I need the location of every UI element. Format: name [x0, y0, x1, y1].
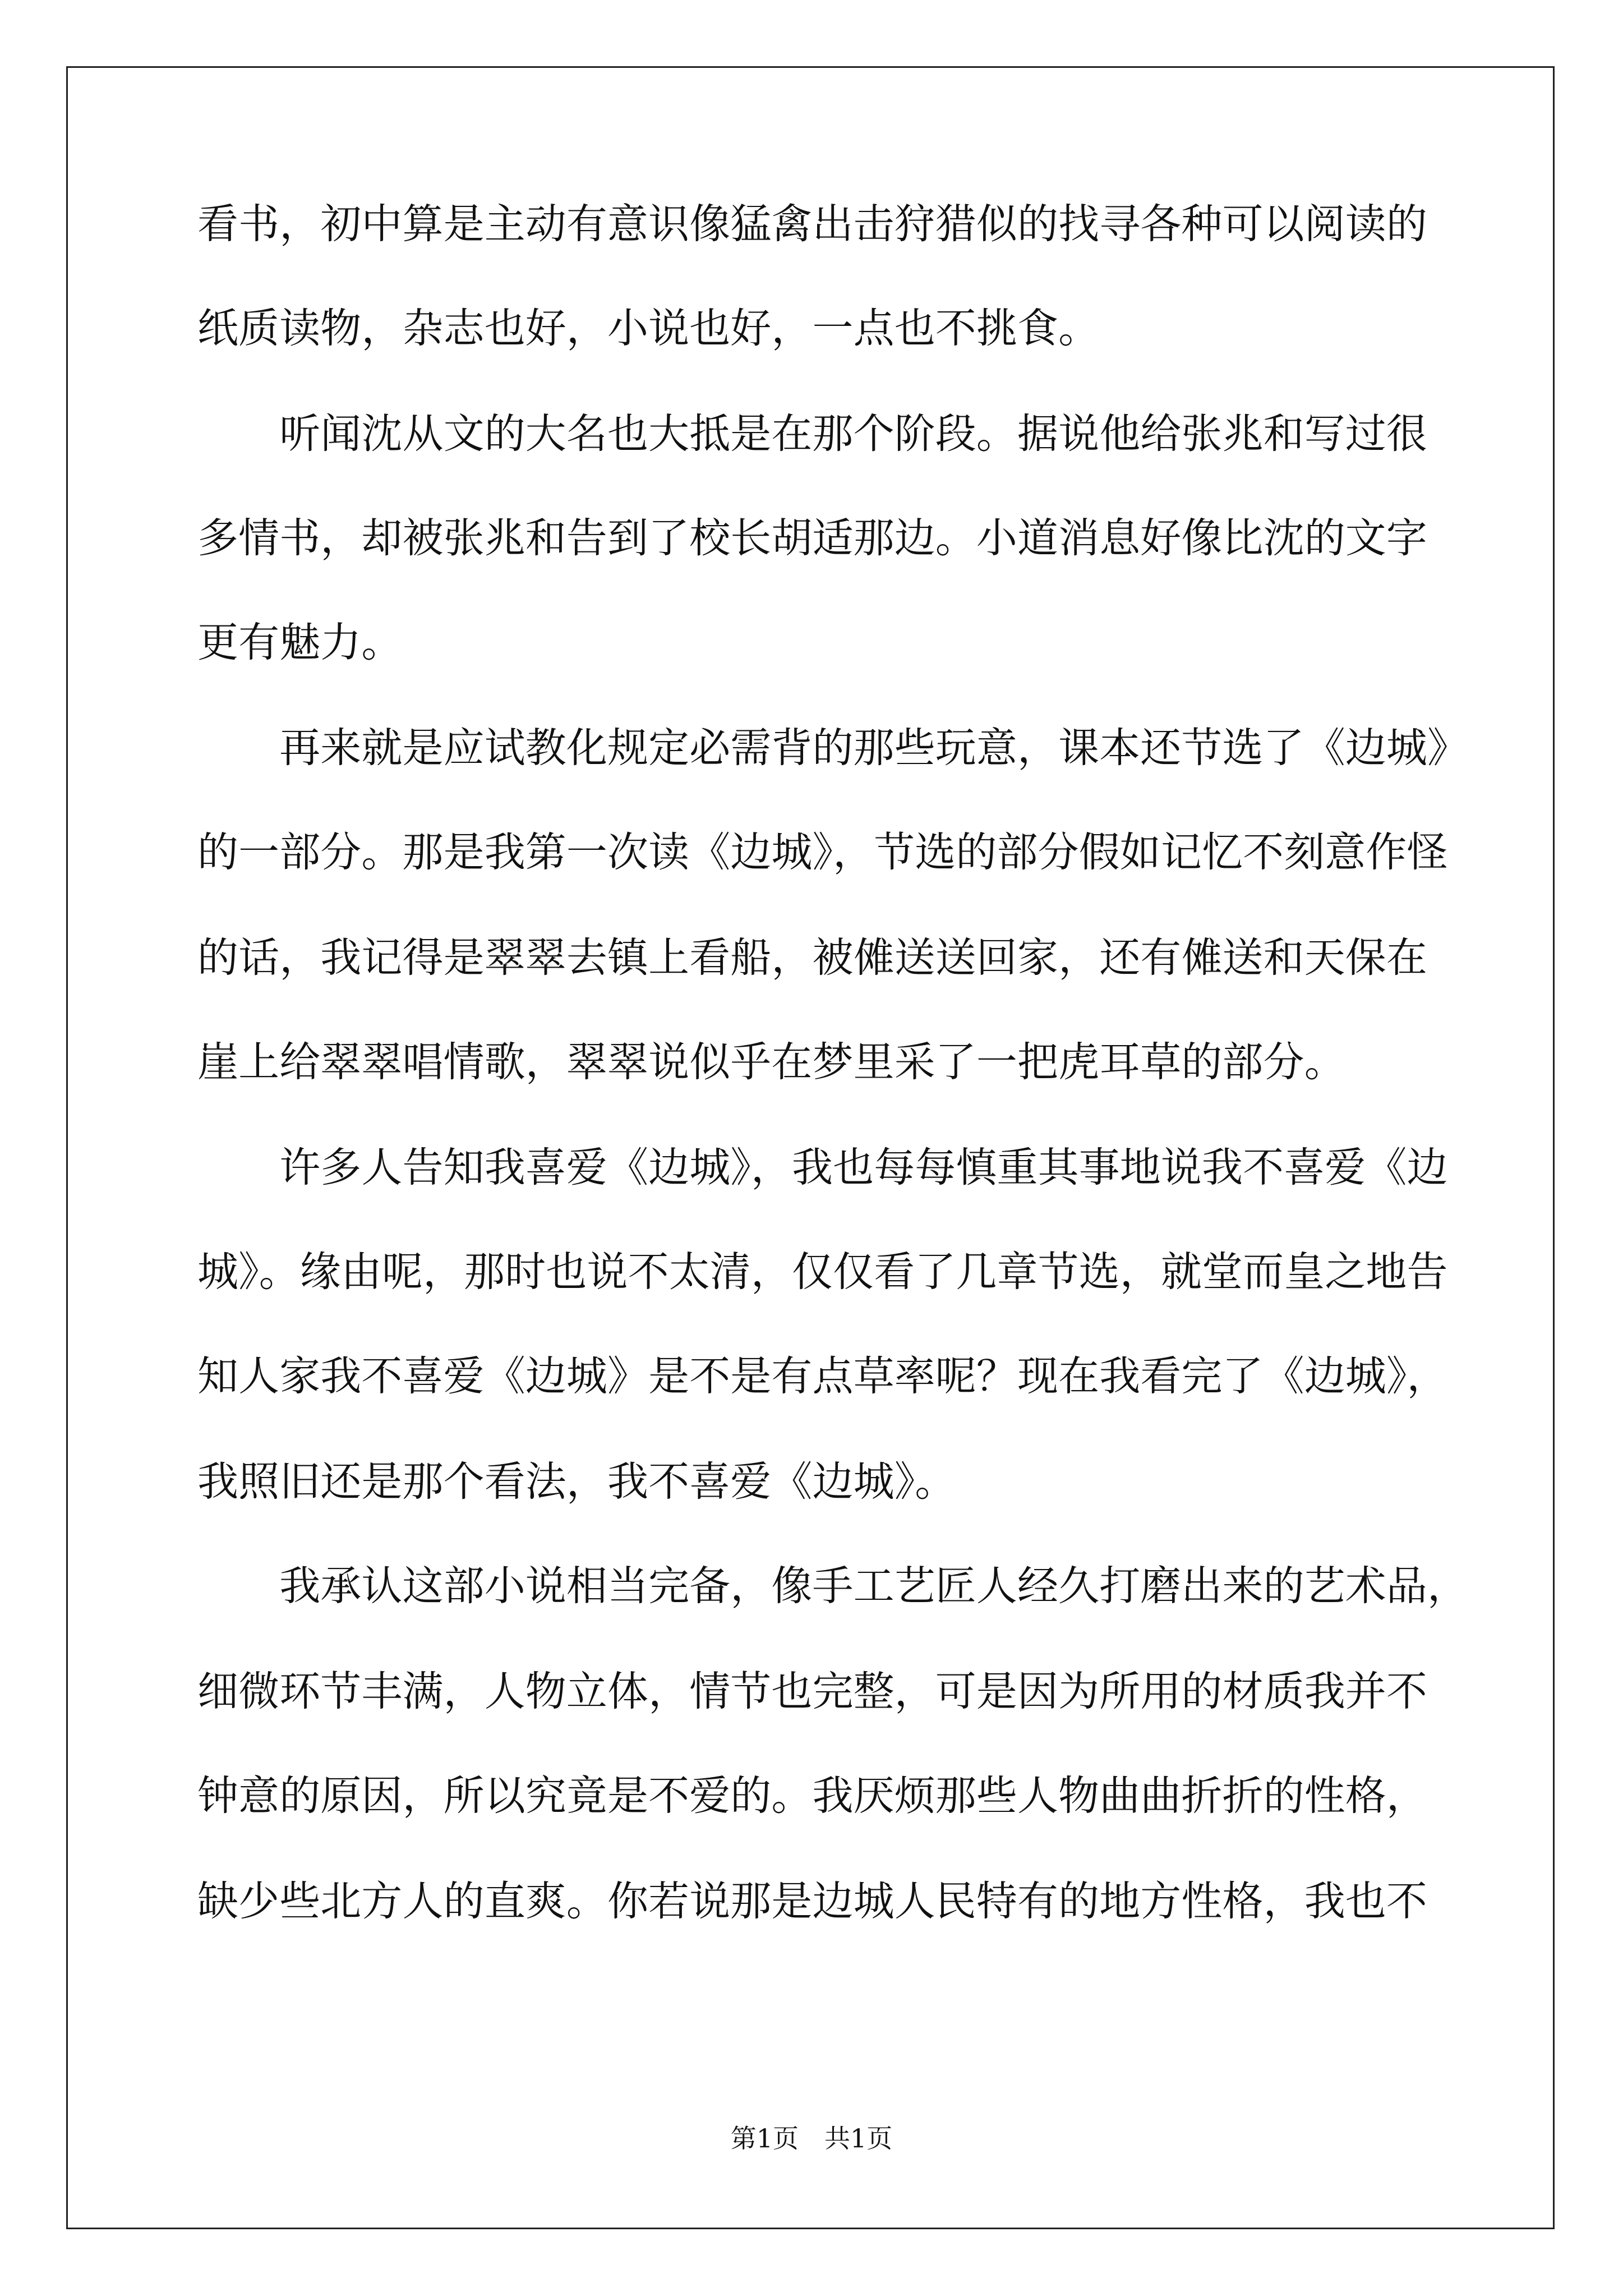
body-line: 钟意的原因，所以究竟是不爱的。我厌烦那些人物曲曲折折的性格，	[197, 1772, 1427, 1820]
body-line: 纸质读物，杂志也好，小说也好，一点也不挑食。	[197, 305, 1100, 352]
body-line: 缺少些北方人的直爽。你若说那是边城人民特有的地方性格，我也不	[197, 1878, 1427, 1925]
body-line: 多情书，却被张兆和告到了校长胡适那边。小道消息好像比沈的文字	[197, 514, 1427, 562]
body-line: 细微环节丰满，人物立体，情节也完整，可是因为所用的材质我并不	[197, 1668, 1427, 1715]
body-line: 的一部分。那是我第一次读《边城》，节选的部分假如记忆不刻意作怪	[197, 829, 1448, 876]
body-line: 知人家我不喜爱《边城》是不是有点草率呢？现在我看完了《边城》，	[197, 1352, 1448, 1400]
body-line: 我照旧还是那个看法，我不喜爱《边城》。	[197, 1458, 956, 1506]
page-footer	[0, 2122, 1623, 2155]
body-line: 看书，初中算是主动有意识像猛禽出击狩猎似的找寻各种可以阅读的	[197, 200, 1427, 248]
body-line: 崖上给翠翠唱情歌，翠翠说似乎在梦里采了一把虎耳草的部分。	[197, 1038, 1345, 1086]
body-line: 的话，我记得是翠翠去镇上看船，被傩送送回家，还有傩送和天保在	[197, 934, 1427, 982]
page-number: 第1页 共1页	[730, 2123, 893, 2154]
body-line: 再来就是应试教化规定必需背的那些玩意，课本还节选了《边城》	[197, 724, 1469, 772]
body-line: 许多人告知我喜爱《边城》，我也每每慎重其事地说我不喜爱《边	[197, 1144, 1448, 1191]
body-line: 我承认这部小说相当完备，像手工艺匠人经久打磨出来的艺术品，	[197, 1562, 1469, 1610]
body-line: 更有魅力。	[197, 619, 403, 666]
body-line: 城》。缘由呢，那时也说不太清，仅仅看了几章节选，就堂而皇之地告	[197, 1248, 1448, 1296]
body-line: 听闻沈从文的大名也大抵是在那个阶段。据说他给张兆和写过很	[197, 410, 1427, 458]
